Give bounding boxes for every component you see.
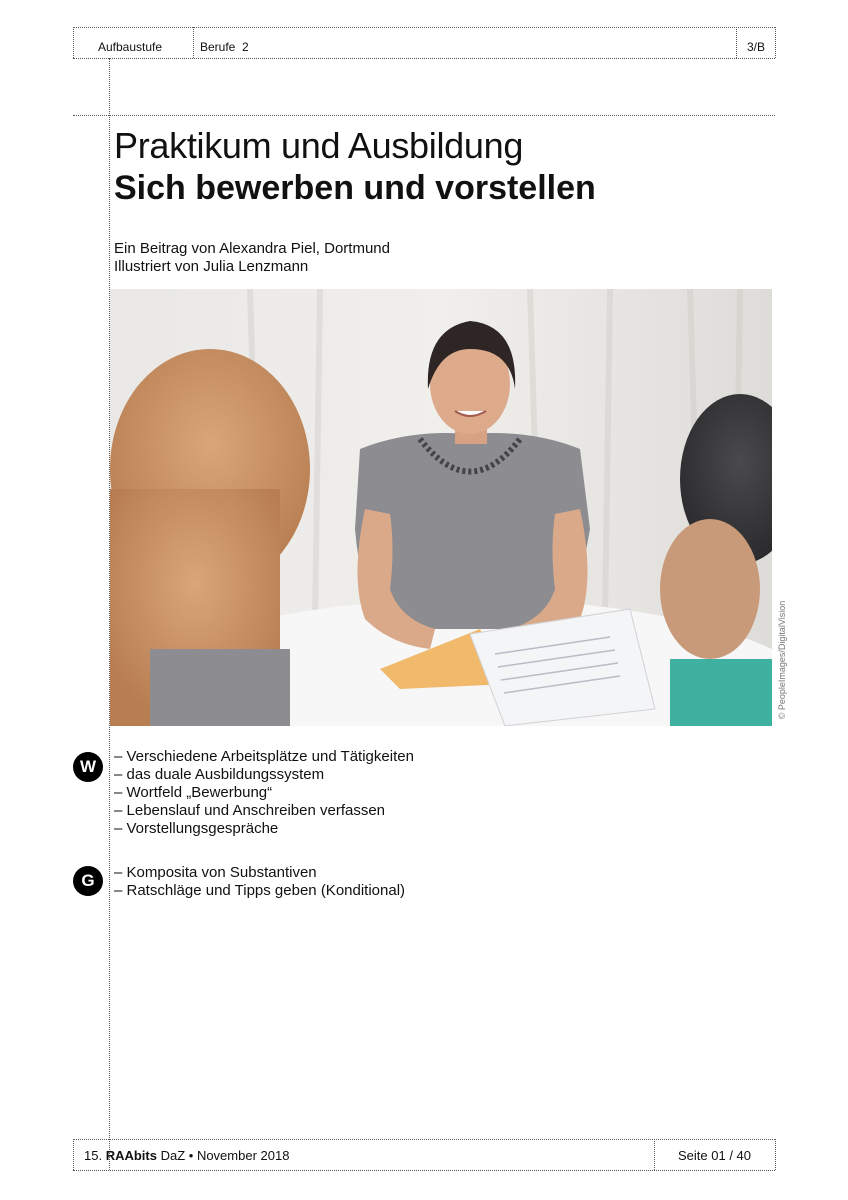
- footer-top-rule: [73, 1139, 775, 1140]
- header-divider-right: [736, 27, 737, 58]
- footer-edition: [84, 1148, 289, 1163]
- footer-right-rule: [775, 1139, 776, 1170]
- page-title: Praktikum und Ausbildung: [114, 125, 524, 166]
- footer-brand: RAAbits: [105, 1148, 157, 1163]
- footer-issue: 15.: [84, 1148, 103, 1163]
- footer-divider: [654, 1139, 655, 1170]
- list-item: – Wortfeld „Bewerbung“: [114, 784, 273, 801]
- header-top-rule: [73, 27, 775, 28]
- header-left-rule: [73, 27, 74, 58]
- header-topic: Berufe 2: [200, 40, 249, 54]
- illustrator-credit: Illustriert von Julia Lenzmann: [114, 258, 309, 275]
- footer-left-rule: [73, 1139, 74, 1170]
- footer-bottom-rule: [73, 1170, 775, 1171]
- list-item: – Komposita von Substantiven: [114, 864, 317, 881]
- author-credit: Ein Beitrag von Alexandra Piel, Dortmund: [114, 240, 390, 257]
- list-item: – Verschiedene Arbeitsplätze und Tätigkeiten: [114, 748, 414, 765]
- list-item: – Vorstellungsgespräche: [114, 820, 279, 837]
- header-code: 3/B: [747, 40, 766, 54]
- header-right-rule: [775, 27, 776, 58]
- list-item: – das duale Ausbildungssystem: [114, 766, 325, 783]
- list-item: – Ratschläge und Tipps geben (Konditional): [114, 882, 406, 899]
- footer-page: Seite 01 / 40: [678, 1148, 751, 1163]
- g-badge: G: [73, 866, 103, 896]
- header-level: Aufbaustufe: [98, 40, 163, 54]
- header-bottom-rule: [73, 58, 775, 59]
- title-rule: [73, 115, 775, 116]
- vocabulary-list: [114, 748, 414, 838]
- page-subtitle: Sich bewerben und vorstellen: [114, 169, 596, 207]
- grammar-list: [114, 864, 405, 900]
- list-item: – Lebenslauf und Anschreiben verfassen: [114, 802, 386, 819]
- photo-credit: © PeopleImages/DigitalVision: [777, 600, 787, 720]
- w-badge: W: [73, 752, 103, 782]
- footer-edition-text: DaZ • November 2018: [160, 1148, 290, 1163]
- interview-photo: [110, 289, 772, 726]
- header-divider: [193, 27, 194, 58]
